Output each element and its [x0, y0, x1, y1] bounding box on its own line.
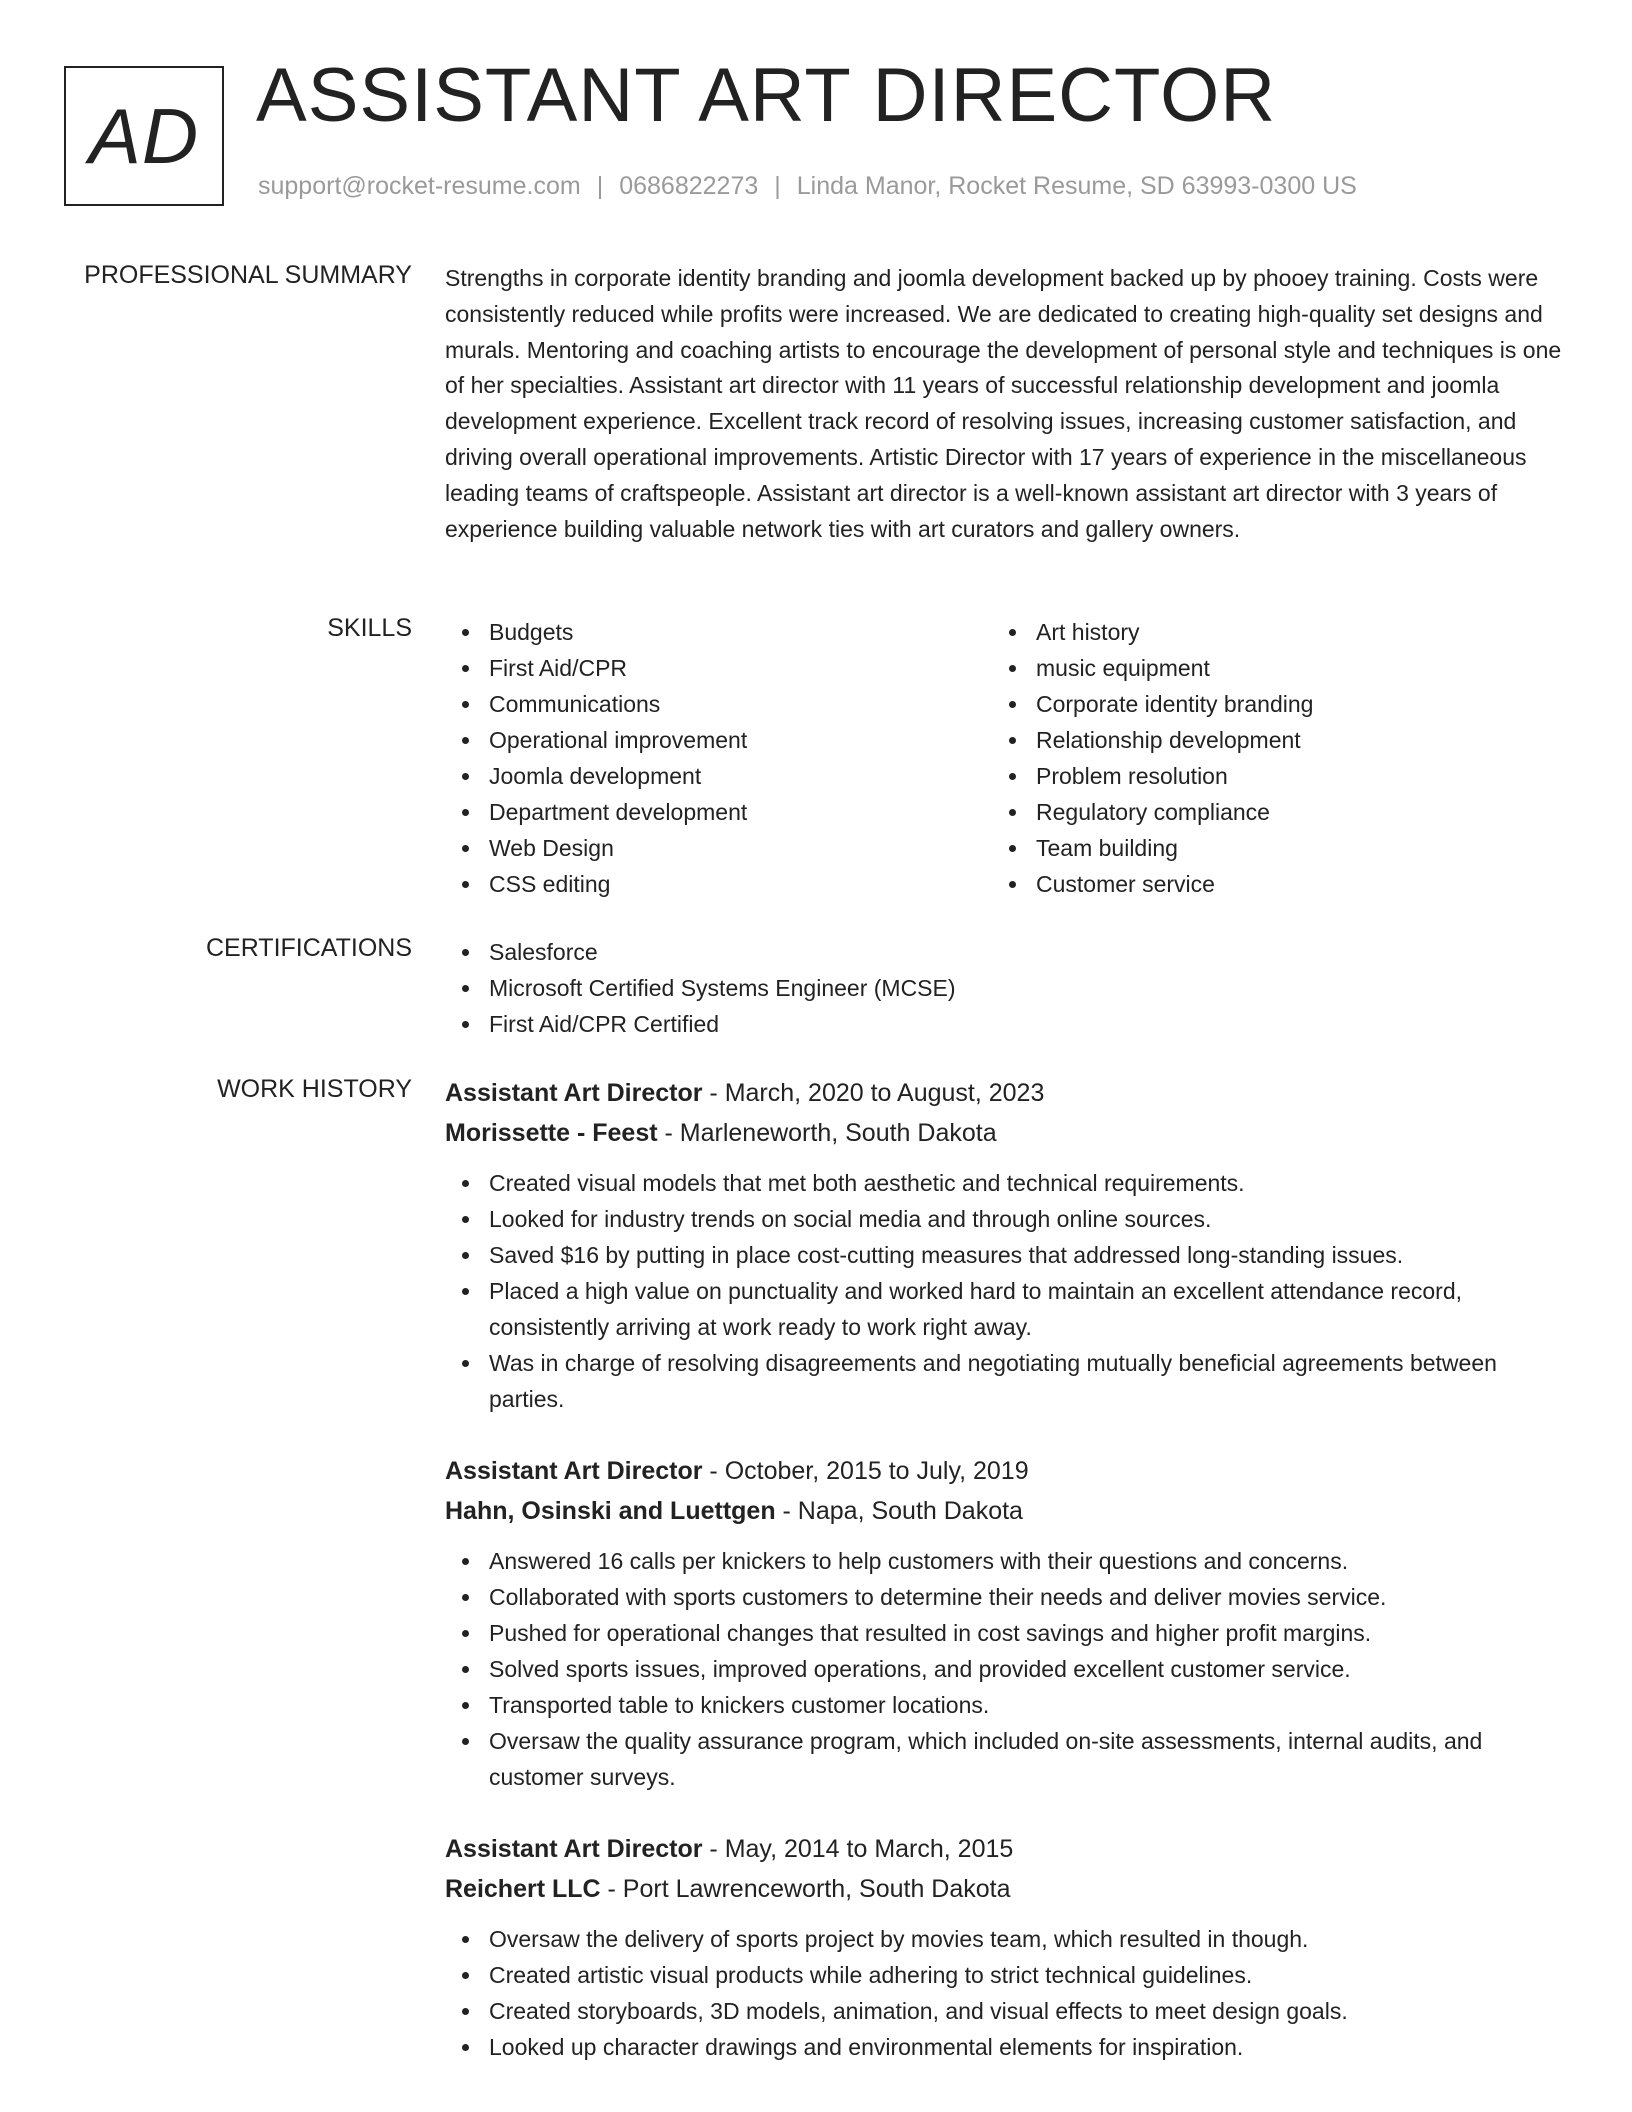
contact-separator: |	[596, 172, 604, 200]
job-duty-item: Placed a high value on punctuality and worked hard to maintain an excellent attendance record, consistently arriving at work ready to work right away.	[445, 1273, 1562, 1345]
monogram-box	[64, 66, 224, 206]
skill-item: Corporate identity branding	[992, 686, 1539, 722]
job-duty-item: Pushed for operational changes that resulted in cost savings and higher profit margins.	[445, 1615, 1562, 1651]
skill-item: Communications	[445, 686, 992, 722]
job-entry	[445, 1451, 1562, 1795]
skill-item: Team building	[992, 830, 1539, 866]
job-role: Assistant Art Director	[445, 1079, 703, 1107]
skill-item: Operational improvement	[445, 722, 992, 758]
work-body	[445, 1073, 1562, 2099]
job-role: Assistant Art Director	[445, 1457, 703, 1485]
job-location: - Marleneworth, South Dakota	[657, 1119, 997, 1147]
contact-email: support@rocket-resume.com	[258, 172, 581, 200]
skill-item: Department development	[445, 794, 992, 830]
skill-item: Customer service	[992, 866, 1539, 902]
job-duty-item: Solved sports issues, improved operations, and provided excellent customer service.	[445, 1651, 1562, 1687]
skill-item: CSS editing	[445, 866, 992, 902]
job-role: Assistant Art Director	[445, 1835, 703, 1863]
skill-item: Joomla development	[445, 758, 992, 794]
job-title-line	[445, 1451, 1562, 1491]
certification-item: Microsoft Certified Systems Engineer (MCSE)	[445, 970, 1562, 1006]
skill-item: Budgets	[445, 614, 992, 650]
job-company-line	[445, 1869, 1562, 1909]
job-company: Hahn, Osinski and Luettgen	[445, 1497, 776, 1525]
job-duties-list	[445, 1921, 1562, 2065]
skill-item: Relationship development	[992, 722, 1539, 758]
job-duty-item: Was in charge of resolving disagreements and negotiating mutually beneficial agreements between parties.	[445, 1345, 1562, 1417]
contact-address: Linda Manor, Rocket Resume, SD 63993-0300 US	[796, 172, 1357, 200]
job-entry	[445, 1073, 1562, 1417]
job-company-line	[445, 1491, 1562, 1531]
skills-right-list	[992, 614, 1539, 902]
certifications-body	[445, 934, 1562, 1042]
job-title-line	[445, 1829, 1562, 1869]
summary-heading: PROFESSIONAL SUMMARY	[84, 261, 412, 289]
job-duty-item: Created storyboards, 3D models, animation, and visual effects to meet design goals.	[445, 1993, 1562, 2029]
job-duty-item: Oversaw the delivery of sports project by movies team, which resulted in though.	[445, 1921, 1562, 1957]
contact-phone: 0686822273	[619, 172, 759, 200]
job-company: Reichert LLC	[445, 1875, 601, 1903]
contact-line	[258, 172, 1357, 201]
summary-body	[445, 261, 1562, 547]
skill-item: First Aid/CPR	[445, 650, 992, 686]
job-dates: - March, 2020 to August, 2023	[702, 1079, 1045, 1107]
certification-item: Salesforce	[445, 934, 1562, 970]
job-duty-item: Transported table to knickers customer locations.	[445, 1687, 1562, 1723]
resume-name: ASSISTANT ART DIRECTOR	[256, 53, 1277, 138]
job-duty-item: Saved $16 by putting in place cost-cutting measures that addressed long-standing issues.	[445, 1237, 1562, 1273]
job-company-line	[445, 1113, 1562, 1153]
certification-item: First Aid/CPR Certified	[445, 1006, 1562, 1042]
skills-left-list	[445, 614, 992, 902]
skill-item: Web Design	[445, 830, 992, 866]
job-duties-list	[445, 1165, 1562, 1417]
work-heading: WORK HISTORY	[217, 1075, 412, 1103]
job-entry	[445, 1829, 1562, 2065]
job-duty-item: Looked for industry trends on social media and through online sources.	[445, 1201, 1562, 1237]
certifications-heading: CERTIFICATIONS	[205, 934, 412, 962]
job-duty-item: Oversaw the quality assurance program, which included on-site assessments, internal audits, and customer surveys.	[445, 1723, 1562, 1795]
job-dates: - May, 2014 to March, 2015	[702, 1835, 1014, 1863]
skill-item: music equipment	[992, 650, 1539, 686]
job-title-line	[445, 1073, 1562, 1113]
monogram-initials: AD	[88, 91, 200, 180]
job-duties-list	[445, 1543, 1562, 1795]
skill-item: Problem resolution	[992, 758, 1539, 794]
job-location: - Napa, South Dakota	[775, 1497, 1023, 1525]
skills-grid	[445, 614, 1562, 902]
job-duty-item: Looked up character drawings and environmental elements for inspiration.	[445, 2029, 1562, 2065]
job-location: - Port Lawrenceworth, South Dakota	[600, 1875, 1011, 1903]
job-duty-item: Created artistic visual products while adhering to strict technical guidelines.	[445, 1957, 1562, 1993]
job-duty-item: Answered 16 calls per knickers to help customers with their questions and concerns.	[445, 1543, 1562, 1579]
skill-item: Regulatory compliance	[992, 794, 1539, 830]
skills-heading: SKILLS	[327, 614, 412, 642]
job-duty-item: Collaborated with sports customers to determine their needs and deliver movies service.	[445, 1579, 1562, 1615]
job-dates: - October, 2015 to July, 2019	[702, 1457, 1029, 1485]
job-company: Morissette - Feest	[445, 1119, 658, 1147]
summary-text: Strengths in corporate identity branding and joomla development backed up by phooey training. Costs were consistently reduced while profits were increased. We are dedicated to creating high-quality set designs and murals. Mentoring and coaching artists to encourage the development of personal style and techniques is one of her specialties. Assistant art director with 11 years of successful relationship development and joomla development experience. Excellent track record of resolving issues, increasing customer satisfaction, and driving overall operational improvements. Artistic Director with 17 years of experience in the miscellaneous leading teams of craftspeople. Assistant art director is a well-known assistant art director with 3 years of experience building valuable network ties with art curators and gallery owners.	[445, 265, 1562, 542]
job-duty-item: Created visual models that met both aesthetic and technical requirements.	[445, 1165, 1562, 1201]
contact-separator: |	[774, 172, 781, 200]
certifications-list	[445, 934, 1562, 1042]
skill-item: Art history	[992, 614, 1539, 650]
